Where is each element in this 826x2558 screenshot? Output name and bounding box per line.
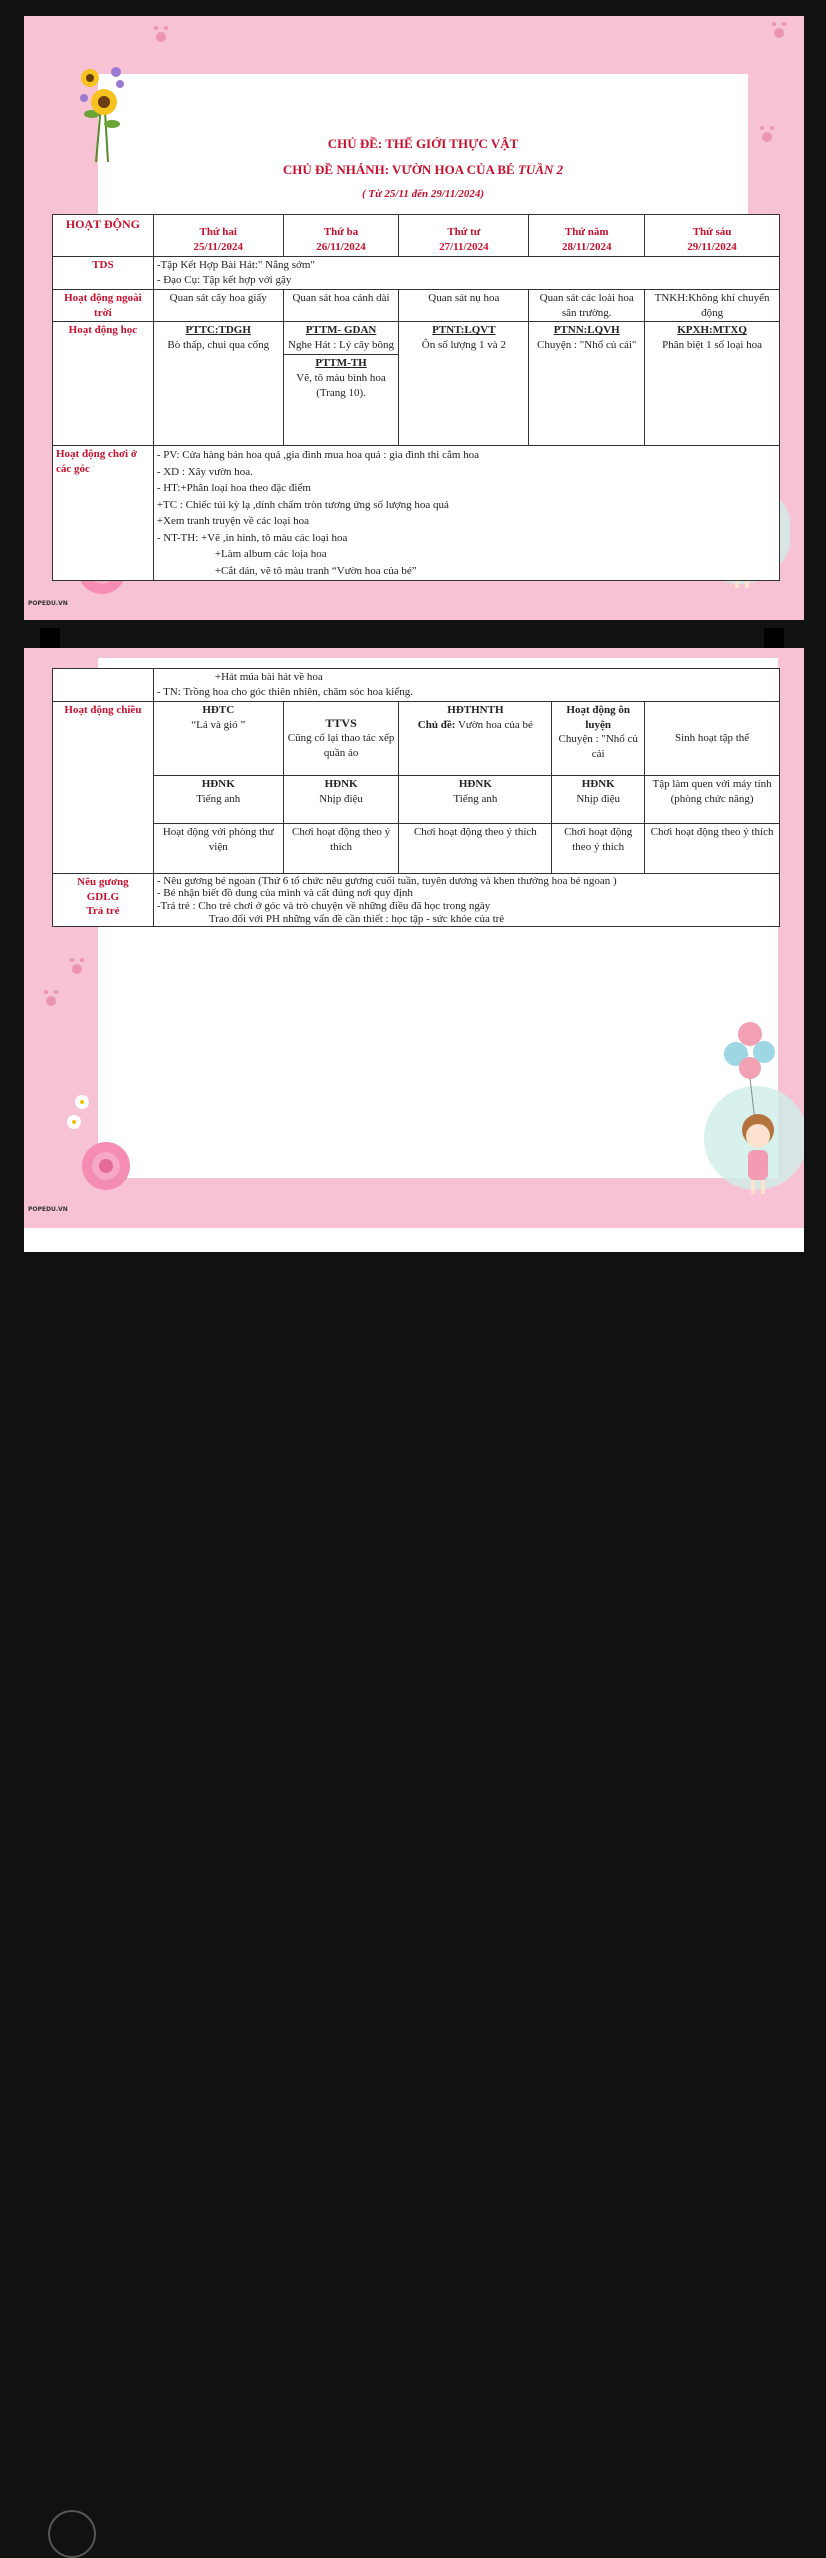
learning-text: Nghe Hát : Lý cây bông	[288, 339, 395, 352]
day-header-thu	[529, 215, 645, 257]
final-line: - Nêu gương bé ngoan (Thứ 6 tổ chức nêu gương cuối tuần, tuyên dương và khen thưởng hoa bé ngoan )	[156, 874, 617, 887]
final-row	[53, 873, 780, 927]
final-label	[53, 873, 154, 927]
day-date: 25/11/2024	[193, 241, 243, 254]
afternoon-row-3	[53, 823, 780, 873]
learning-text: Ôn số lượng 1 và 2	[421, 339, 506, 352]
paw-decoration	[762, 132, 772, 142]
corners-line: +Cắt dán, vẽ tô màu tranh “Vườn hoa của bé”	[214, 564, 417, 577]
tds-line: -Tập Kết Hợp Bài Hát:" Nắng sớm"	[156, 259, 315, 271]
afternoon-cell: Hoạt động với phòng thư viện	[153, 823, 283, 873]
gap-marker	[40, 628, 60, 648]
corners-label: Hoạt động chơi ở các góc	[53, 446, 154, 581]
day-date: 28/11/2024	[561, 241, 612, 254]
tds-label: TDS	[53, 257, 154, 290]
day-name: Thứ tư	[447, 226, 481, 239]
continued-label	[53, 669, 154, 702]
learning-tue-bottom	[284, 355, 399, 402]
outdoor-label: Hoạt động ngoài trời	[53, 289, 154, 322]
date-range: ( Từ 25/11 đến 29/11/2024)	[361, 188, 485, 200]
cell-title: HĐNK	[458, 777, 492, 790]
home-button[interactable]	[48, 2510, 96, 2558]
tds-line: - Đạo Cụ: Tập kết hợp với gậy	[156, 273, 292, 286]
learning-label: Hoạt động học	[53, 322, 154, 446]
cell-title: Hoạt động ôn luyện	[566, 703, 630, 731]
final-label-line: GDLG	[86, 890, 120, 903]
paw-decoration	[72, 964, 82, 974]
paw-decoration	[46, 996, 56, 1006]
afternoon-cell	[552, 701, 645, 775]
paw-decoration	[774, 28, 784, 38]
cell-title: HĐNK	[201, 777, 235, 790]
final-line: -Trả trẻ : Cho trẻ chơi ở góc và trò chuyện về những điều đã học trong ngày	[156, 899, 491, 912]
continued-row	[53, 669, 780, 702]
outdoor-cell: TNKH:Không khí chuyển động	[645, 289, 780, 322]
cell-text: Tiếng anh	[453, 792, 498, 805]
day-name: Thứ năm	[564, 226, 609, 239]
afternoon-cell	[552, 775, 645, 823]
afternoon-cell: Chơi hoạt động theo ý thích	[552, 823, 645, 873]
gap-marker	[764, 628, 784, 648]
learning-cell-mon	[153, 322, 283, 446]
afternoon-cell	[283, 775, 399, 823]
outdoor-row	[53, 289, 780, 322]
afternoon-row-1	[53, 701, 780, 775]
corners-line: - PV: Cửa hàng bán hoa quả ,gia đình mua hoa quả : gia đình thi cắm hoa	[156, 449, 480, 462]
outdoor-cell: Quan sát các loài hoa sân trường.	[529, 289, 645, 322]
cell-text-bold: Chủ đề:	[417, 718, 456, 731]
girl-with-balloons-icon	[696, 1018, 804, 1208]
cell-title: TTVS	[325, 716, 357, 731]
cell-text-rest: Vườn hoa của bé	[455, 718, 533, 731]
final-label-line: Trả trẻ	[86, 905, 120, 918]
schedule-table-continued	[52, 668, 780, 927]
final-label-line: Nêu gương	[77, 875, 129, 888]
learning-text: Bò thấp, chui qua cổng	[167, 339, 270, 352]
corners-line: +TC : Chiếc túi kỳ lạ ,dính chấm tròn tương ứng số lượng hoa quả	[156, 498, 449, 511]
header-activity: HOẠT ĐỘNG	[53, 215, 154, 257]
corners-row	[53, 446, 780, 581]
sub-title	[98, 162, 748, 178]
final-content	[153, 873, 779, 927]
learning-text: Vẽ, tô màu bình hoa	[296, 371, 386, 384]
cell-text: Nhịp điệu	[576, 792, 621, 805]
afternoon-cell	[399, 701, 552, 775]
outdoor-cell: Quan sát cây hoa giấy	[153, 289, 283, 322]
day-header-mon	[153, 215, 283, 257]
afternoon-cell: Chơi hoạt động theo ý thích	[645, 823, 780, 873]
afternoon-cell	[399, 775, 552, 823]
learning-cell-fri	[645, 322, 780, 446]
afternoon-cell	[645, 775, 780, 823]
corners-line: - HT:+Phân loại hoa theo đặc điểm	[156, 482, 311, 495]
logo-text: POPEDU.VN	[28, 600, 68, 607]
day-name: Thứ hai	[199, 226, 237, 239]
cell-text: “Lá và gió ”	[191, 718, 246, 731]
corners-content	[153, 446, 779, 581]
learning-code: PTTC:TDGH	[185, 324, 251, 337]
outdoor-cell: Quan sát hoa cánh dài	[283, 289, 399, 322]
day-header-fri	[645, 215, 780, 257]
bottom-bar	[0, 1252, 826, 1280]
learning-cell-tue	[283, 322, 399, 446]
paw-decoration	[156, 32, 166, 42]
sub-title-text: CHỦ ĐỀ NHÁNH: VƯỜN HOA CỦA BÉ	[282, 162, 515, 177]
learning-cell-wed	[399, 322, 529, 446]
sub-title-week: TUẦN 2	[517, 162, 564, 177]
afternoon-cell: Chơi hoạt động theo ý thích	[399, 823, 552, 873]
afternoon-label: Hoạt động chiều	[53, 701, 154, 873]
learning-code: PTTM- GDAN	[305, 324, 377, 337]
cell-title: HĐNK	[581, 777, 615, 790]
cell-text	[402, 718, 548, 733]
learning-tue-top	[284, 322, 399, 355]
day-name: Thứ ba	[323, 226, 359, 239]
day-date: 29/11/2024	[687, 241, 737, 254]
afternoon-cell: Chơi hoạt động theo ý thích	[283, 823, 399, 873]
learning-text: Chuyện : "Nhổ củ cải"	[536, 339, 637, 352]
daisy-flowers-icon	[60, 1092, 140, 1202]
corners-line: +Xem tranh truyện về các loại hoa	[156, 515, 310, 528]
final-line: Trao đổi với PH những vấn đề cần thiết : học tập - sức khỏe của trẻ	[208, 912, 505, 925]
learning-code: PTTM-TH	[315, 357, 367, 370]
day-header-tue	[283, 215, 399, 257]
day-name: Thứ sáu	[692, 226, 732, 239]
continued-content	[153, 669, 779, 702]
cell-title: HĐTHNTH	[447, 703, 504, 716]
learning-text: Phân biệt 1 số loại hoa	[662, 339, 763, 352]
corners-line: +Làm album các loịa hoa	[214, 548, 327, 561]
learning-code: KPXH:MTXQ	[677, 324, 747, 337]
learning-code: PTNN:LQVH	[553, 324, 620, 337]
corners-line: - NT-TH: +Vẽ ,in hình, tô màu các loại hoa	[156, 531, 348, 544]
cell-text: Nhịp điệu	[319, 792, 363, 805]
cell-text: Tiếng anh	[196, 792, 241, 805]
afternoon-cell	[153, 701, 283, 775]
corners-line: - XD : Xây vườn hoa.	[156, 465, 253, 478]
cell-title: HĐTC	[202, 703, 235, 716]
cell-text: Cũng cố lại thao tác xếp quần áo	[287, 732, 395, 760]
afternoon-cell	[283, 701, 399, 775]
learning-cell-thu	[529, 322, 645, 446]
cell-text: Chuyện : "Nhổ củ cải	[558, 733, 638, 761]
top-bar	[0, 0, 826, 14]
final-line: - Bé nhận biết đồ dung của mình và cất đúng nơi quy định	[156, 887, 413, 900]
outdoor-cell: Quan sát nụ hoa	[399, 289, 529, 322]
schedule-table	[52, 214, 780, 581]
continued-line: +Hát múa bài hát về hoa	[214, 671, 323, 683]
afternoon-cell	[153, 775, 283, 823]
day-date: 26/11/2024	[316, 241, 366, 254]
afternoon-cell: Sinh hoạt tập thể	[645, 701, 780, 775]
learning-text: (Trang 10).	[316, 386, 366, 399]
day-date: 27/11/2024	[439, 241, 489, 254]
afternoon-row-2	[53, 775, 780, 823]
day-header-wed	[399, 215, 529, 257]
continued-line: - TN: Trồng hoa cho góc thiên nhiên, chăm sóc hoa kiểng.	[156, 685, 413, 698]
cell-title: HĐNK	[324, 777, 358, 790]
learning-row	[53, 322, 780, 446]
tds-row	[53, 257, 780, 290]
main-title: CHỦ ĐỀ: THẾ GIỚI THỰC VẬT	[327, 136, 519, 151]
slide-gap	[0, 620, 826, 648]
bottom-strip	[24, 1228, 804, 1252]
logo-text: POPEDU.VN	[28, 1206, 68, 1213]
cell-text: Tập làm quen với máy tính (phòng chức năng)	[652, 777, 772, 805]
learning-code: PTNT:LQVT	[432, 324, 496, 337]
header-row	[53, 215, 780, 257]
tds-content	[153, 257, 779, 290]
